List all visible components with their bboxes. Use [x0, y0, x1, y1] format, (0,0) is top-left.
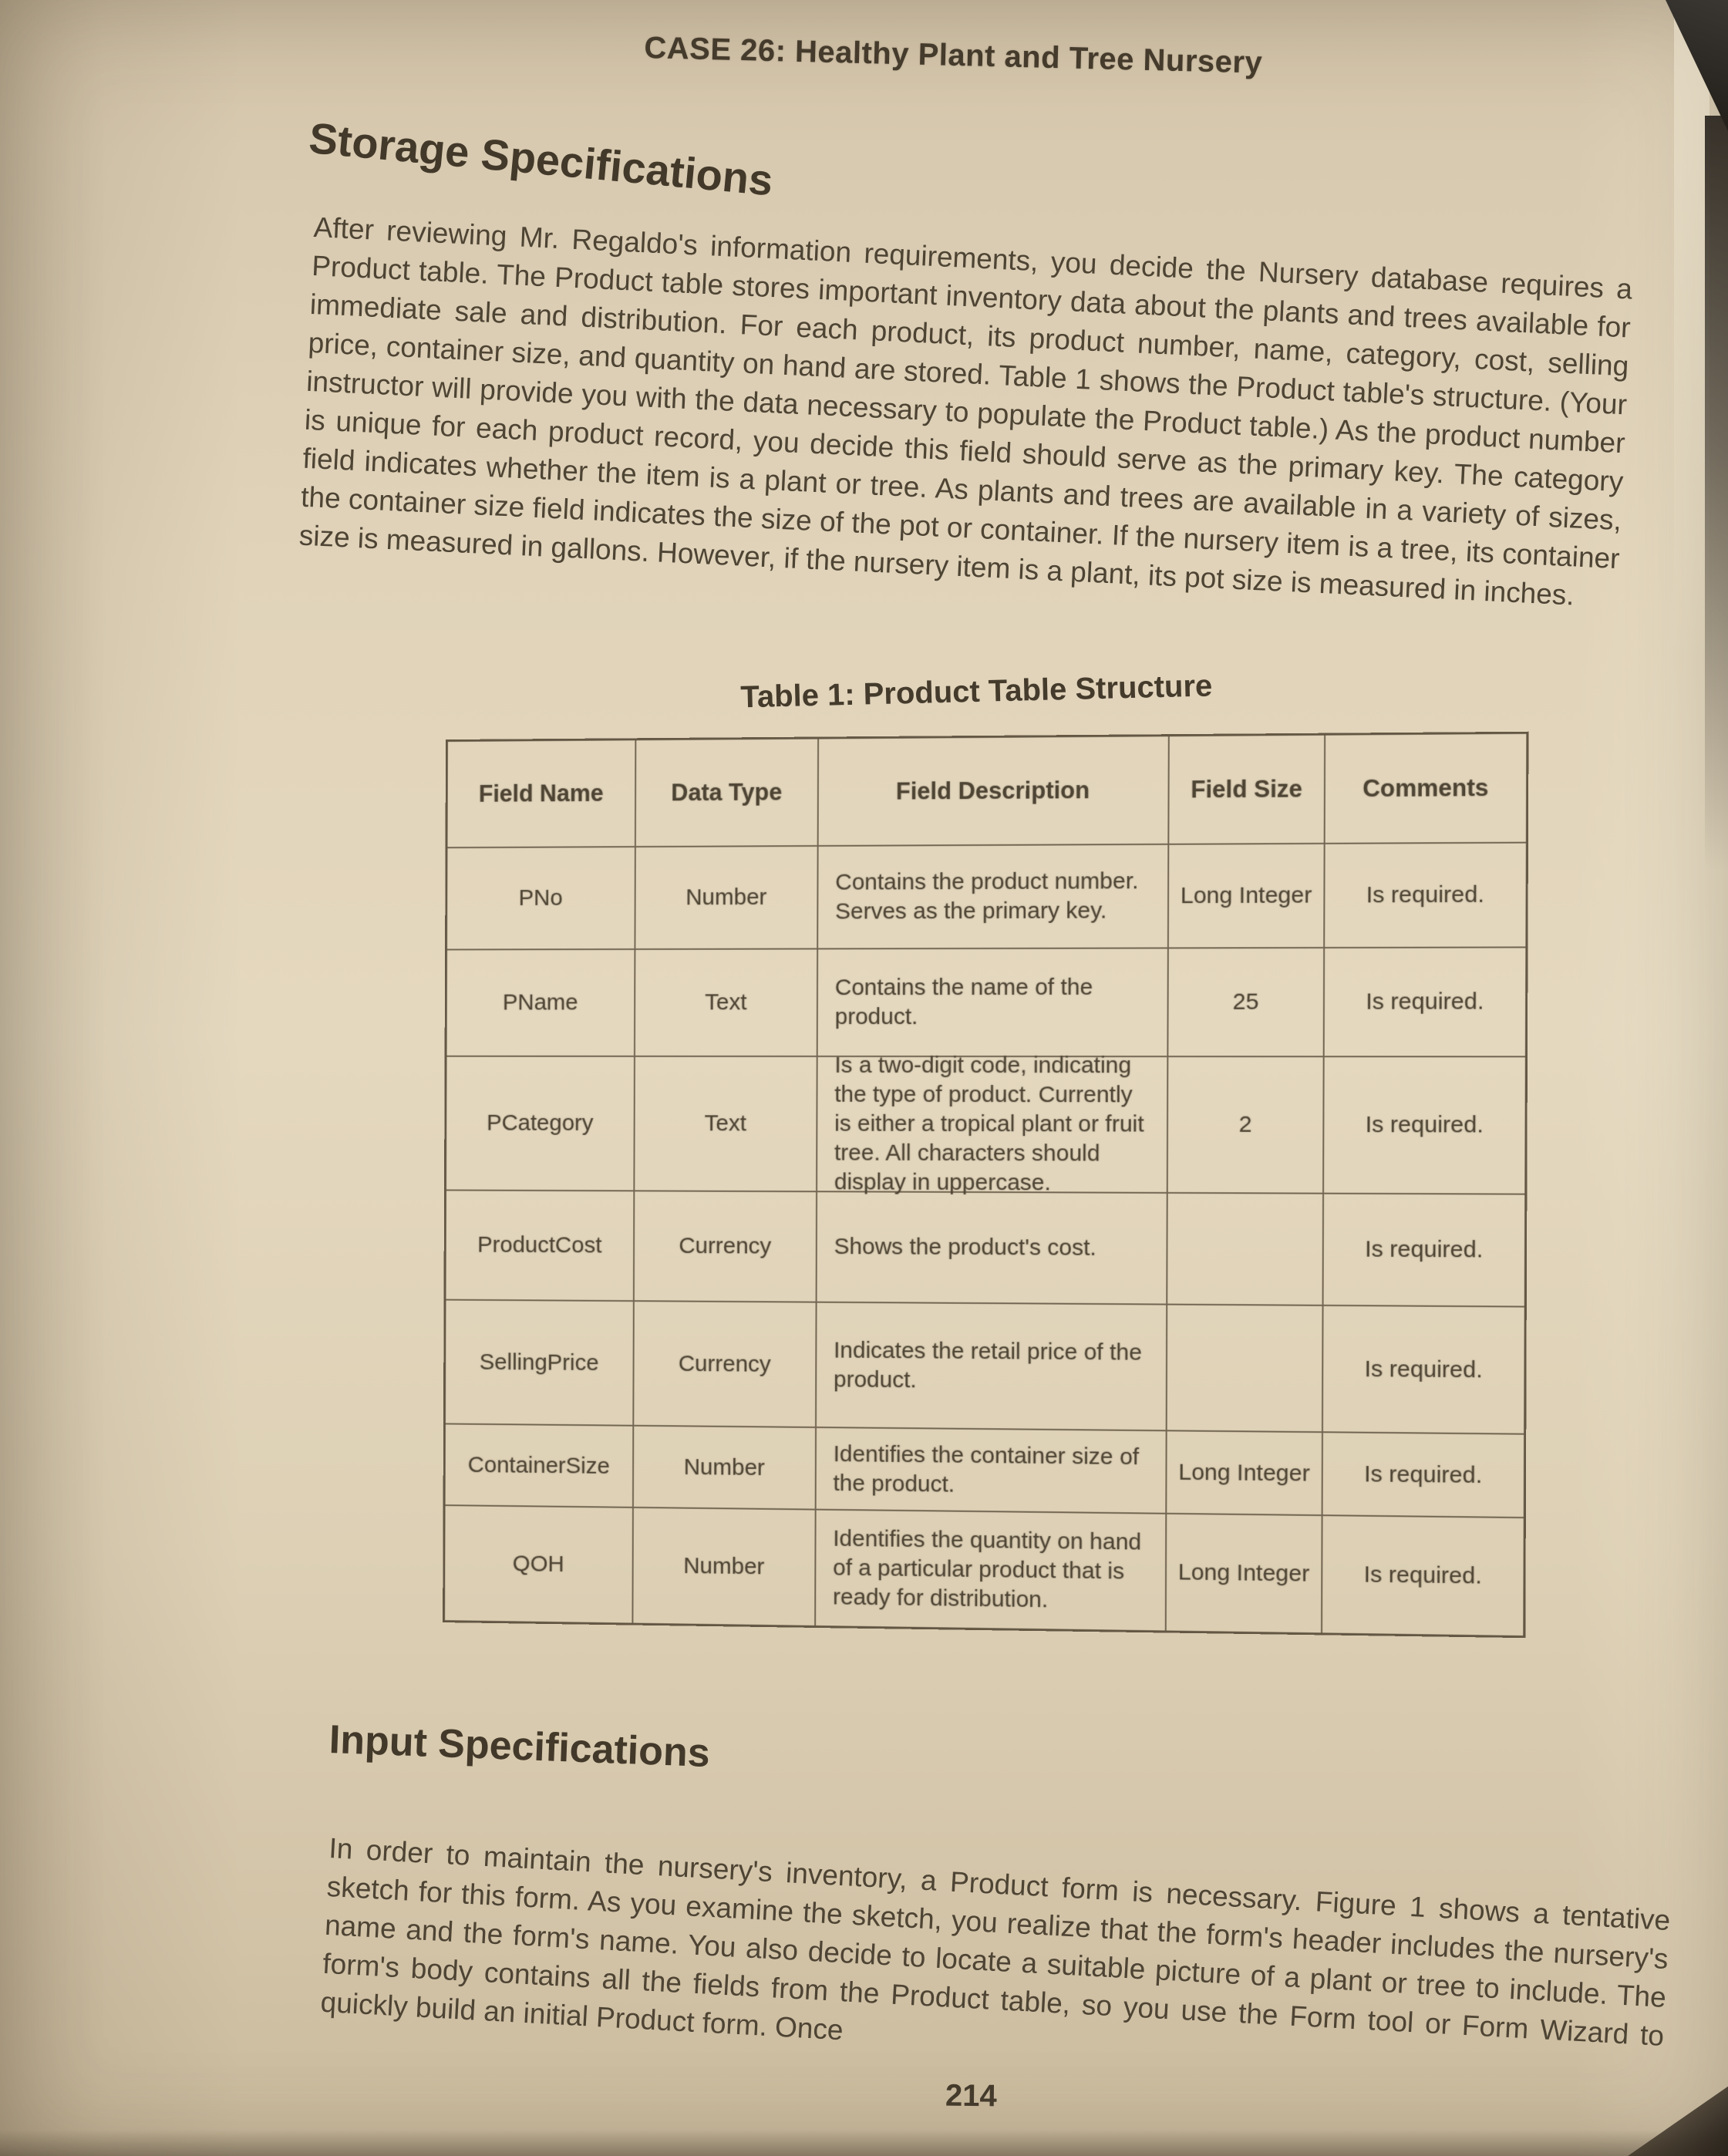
page-bottom-shadow [0, 2130, 1728, 2156]
cell-description: Identifies the quantity on hand of a particular product that is ready for distribution. [816, 1511, 1167, 1631]
cell-data-type: Number [633, 1508, 816, 1625]
cell-comments: Is required. [1363, 1561, 1482, 1589]
column-header-field-size: Field Size [1169, 736, 1325, 845]
cell-comments: Is required. [1324, 1194, 1525, 1308]
cell-description: Indicates the retail price of the product. [817, 1303, 1167, 1432]
cell-description: Contains the product number. Serves as the primary key. [818, 845, 1169, 950]
cell-field-name: SellingPrice [446, 1301, 635, 1427]
cell-field-size [1167, 1194, 1324, 1306]
cell-description: Contains the name of the product. [818, 948, 1169, 1057]
cell-data-type: Text [635, 949, 818, 1056]
cell-field-size: Long Integer [1167, 1431, 1323, 1516]
cell-data-type: Currency [634, 1302, 817, 1428]
cell-data-type: Number [635, 847, 818, 950]
cell-field-size: Long Integer [1169, 844, 1325, 949]
input-specifications-paragraph: In order to maintain the nursery's inventory, a Product form is necessary. Figure 1 shows a tentative sketch for this form. As you examine the sketch, you realize that the form's header includes the nursery's name and the form's name. You also decide to locate a suitable picture of a plant or tree to include. The form's body contains all the fields from the Product table, so you use the Form tool or Form Wizard to quickly build an initial Product form. Once [319, 1831, 1672, 2052]
cell-field-size: Long Integer [1167, 1514, 1323, 1633]
cell-field-name: QOH [445, 1506, 634, 1623]
cell-field-name: ContainerSize [446, 1424, 635, 1508]
cell-comments: Is required. [1324, 1057, 1525, 1194]
cell-field-size [1167, 1305, 1324, 1433]
storage-specifications-paragraph: After reviewing Mr. Regaldo's information requirements, you decide the Nursery database requires a Product table. The Product table stores important inventory data about the plants and trees available for immediate sale and distribution. For each product, its product number, name, category, cost, selling price, container size, and quantity on hand are stored. Table 1 shows the Product table's structure. (Your instructor will provide you with the data necessary to populate the Product table.) As the product number is unique for each product record, you decide this field should serve as the primary key. The category field indicates whether the item is a plant or tree. As plants and trees are available in a variety of sizes, the container size field indicates the size of the pot or container. If the nursery item is a tree, its container size is measured in gallons. However, if the nursery item is a plant, its pot size is measured in inches. [298, 211, 1633, 611]
page-edge-shadow-right [1705, 116, 1728, 871]
column-header-data-type: Data Type [636, 739, 819, 848]
cell-description: Identifies the container size of the product. [817, 1428, 1167, 1514]
product-table-title: Table 1: Product Table Structure [739, 669, 1213, 715]
cell-field-name: PName [447, 950, 636, 1057]
storage-specifications-heading: Storage Specifications [307, 113, 776, 205]
cell-data-type: Currency [635, 1191, 817, 1302]
cell-comments: Is required. [1325, 948, 1526, 1057]
cell-field-size: 2 [1168, 1057, 1325, 1194]
column-header-field-description: Field Description [819, 736, 1170, 847]
cell-description: Shows the product's cost. [817, 1192, 1168, 1305]
cell-comments: Is required. [1325, 844, 1526, 948]
cell-description: Is a two-digit code, indicating the type of product. Currently is either a tropical plant or fruit tree. All characters should display in uppercase. [817, 1057, 1168, 1194]
cell-field-name: ProductCost [446, 1191, 635, 1302]
cell-field-name: PCategory [446, 1057, 635, 1192]
cell-comments: Is required. [1323, 1306, 1524, 1435]
input-specifications-heading: Input Specifications [328, 1716, 711, 1777]
product-table [443, 732, 1528, 1638]
cell-field-name: PNo [447, 847, 636, 950]
column-header-comments: Comments [1325, 734, 1527, 844]
case-header-title: CASE 26: Healthy Plant and Tree Nursery [643, 31, 1263, 80]
page-number: 214 [945, 2078, 997, 2114]
cell-data-type: Text [635, 1057, 817, 1192]
cell-data-type: Number [634, 1427, 817, 1511]
column-header-field-name: Field Name [447, 740, 636, 848]
cell-comments: Is required. [1323, 1433, 1524, 1518]
cell-field-size: 25 [1168, 948, 1325, 1057]
